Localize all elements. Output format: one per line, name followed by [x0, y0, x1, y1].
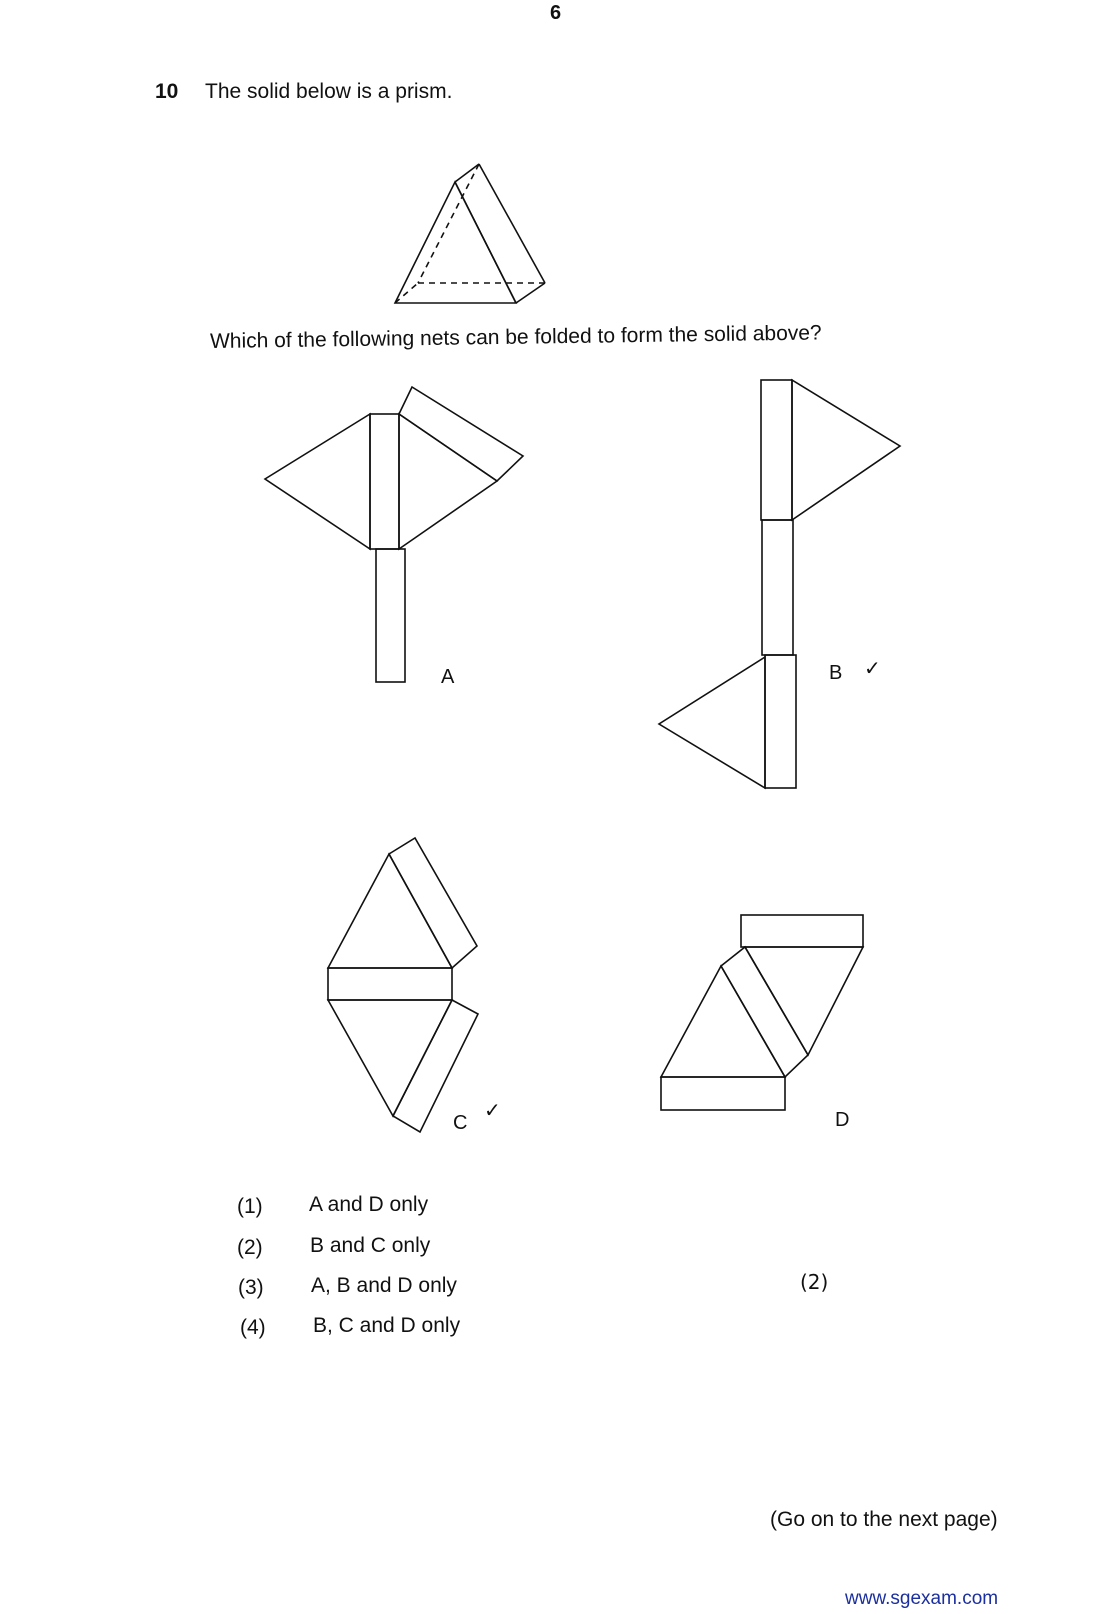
net-label-b: B — [829, 662, 843, 684]
net-d — [661, 915, 863, 1110]
option-number: (4) — [240, 1316, 266, 1339]
page-number: 6 — [550, 2, 562, 24]
net-c — [328, 838, 478, 1132]
handwritten-answer: (2) — [800, 1270, 829, 1294]
question-prompt: Which of the following nets can be folded to form the solid above? — [209, 321, 822, 353]
question-number: 10 — [155, 80, 179, 103]
net-label-d: D — [835, 1109, 850, 1131]
check-mark-icon: ✓ — [864, 656, 881, 680]
option-number: (3) — [238, 1276, 264, 1299]
footer-url-link[interactable]: www.sgexam.com — [845, 1588, 999, 1609]
option-text: A, B and D only — [311, 1274, 457, 1297]
option-text: A and D only — [309, 1193, 429, 1216]
question-stem: The solid below is a prism. — [205, 80, 453, 103]
net-label-a: A — [441, 666, 455, 688]
net-b — [659, 380, 900, 788]
option-text: B and C only — [310, 1234, 431, 1257]
option-number: (1) — [237, 1195, 263, 1218]
footer-next-page: (Go on to the next page) — [770, 1508, 998, 1531]
option-number: (2) — [237, 1236, 263, 1259]
check-mark-icon: ✓ — [484, 1098, 501, 1122]
net-a — [265, 387, 523, 682]
option-text: B, C and D only — [313, 1314, 461, 1337]
net-label-c: C — [453, 1112, 468, 1134]
prism-solid — [395, 164, 545, 303]
